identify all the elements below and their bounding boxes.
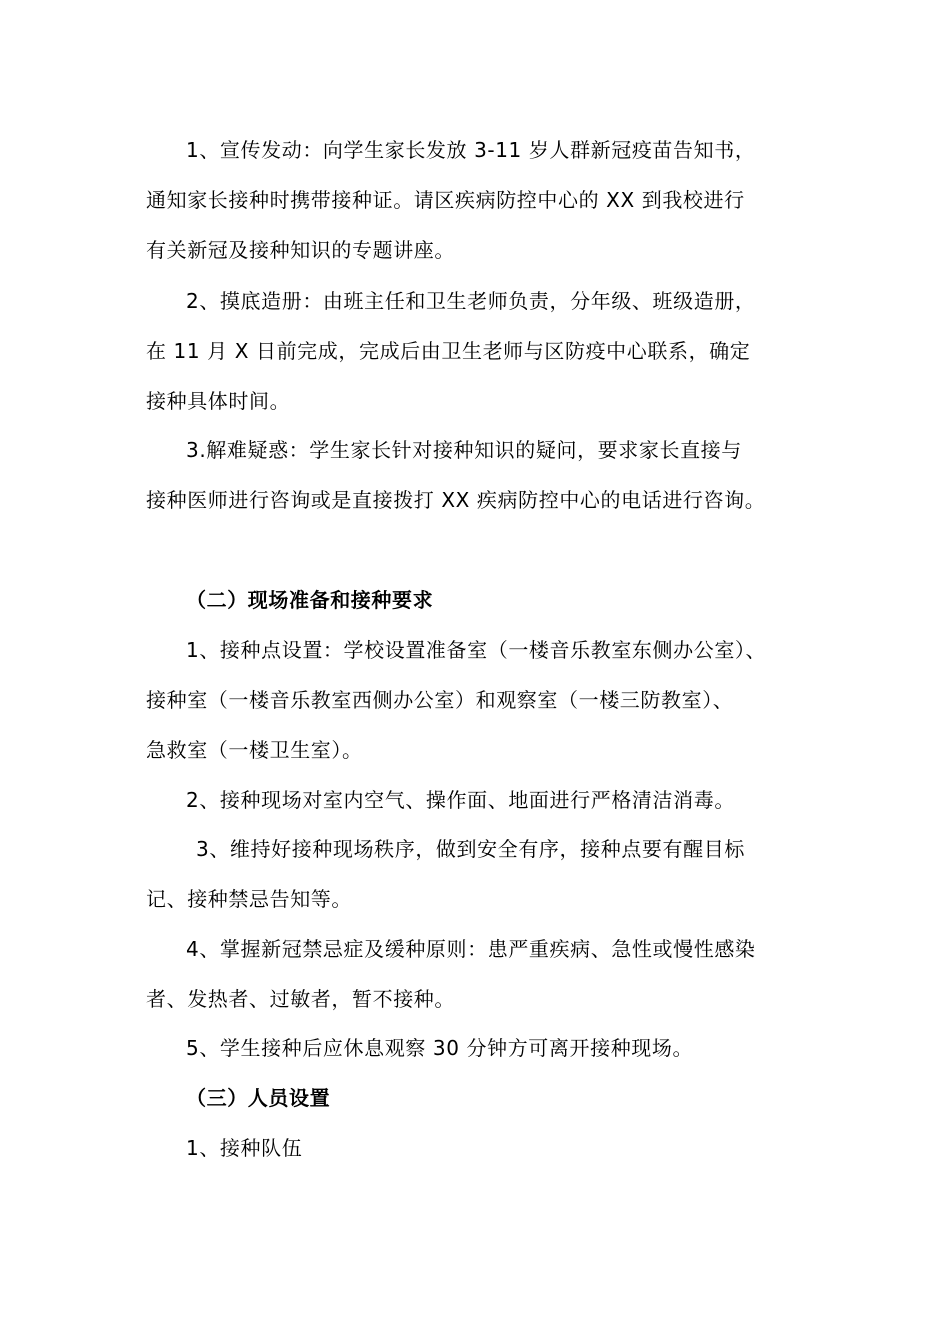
section-heading-staffing: （三）人员设置 (186, 1086, 331, 1110)
paragraph-observation-line-1: 5、学生接种后应休息观察 30 分钟方可离开接种现场。 (186, 1036, 694, 1060)
paragraph-publicity-line-1: 1、宣传发动：向学生家长发放 3-11 岁人群新冠疫苗告知书， (186, 138, 756, 162)
paragraph-questions-line-2: 接种医师进行咨询或是直接拨打 XX 疾病防控中心的电话进行咨询。 (146, 488, 766, 512)
paragraph-order-line-1: 3、维持好接种现场秩序，做到安全有序，接种点要有醒目标 (196, 837, 745, 861)
paragraph-site-setup-line-3: 急救室（一楼卫生室）。 (146, 738, 363, 762)
paragraph-questions-line-1: 3.解难疑惑：学生家长针对接种知识的疑问，要求家长直接与 (186, 438, 742, 462)
paragraph-order-line-2: 记、接种禁忌告知等。 (146, 887, 352, 911)
paragraph-contraindications-line-2: 者、发热者、过敏者，暂不接种。 (146, 987, 455, 1011)
paragraph-publicity-line-3: 有关新冠及接种知识的专题讲座。 (146, 238, 455, 262)
paragraph-disinfection-line-1: 2、接种现场对室内空气、操作面、地面进行严格清洁消毒。 (186, 788, 735, 812)
paragraph-publicity-line-2: 通知家长接种时携带接种证。请区疾病防控中心的 XX 到我校进行 (146, 188, 745, 212)
paragraph-site-setup-line-2: 接种室（一楼音乐教室西侧办公室）和观察室（一楼三防教室）、 (146, 688, 734, 712)
paragraph-contraindications-line-1: 4、掌握新冠禁忌症及缓种原则：患严重疾病、急性或慢性感染 (186, 937, 756, 961)
paragraph-registration-line-3: 接种具体时间。 (146, 389, 291, 413)
section-heading-site-preparation: （二）现场准备和接种要求 (186, 588, 434, 612)
paragraph-site-setup-line-1: 1、接种点设置：学校设置准备室（一楼音乐教室东侧办公室）、 (186, 638, 767, 662)
paragraph-vaccination-team-line-1: 1、接种队伍 (186, 1136, 303, 1160)
paragraph-registration-line-2: 在 11 月 X 日前完成，完成后由卫生老师与区防疫中心联系，确定 (146, 339, 751, 363)
paragraph-registration-line-1: 2、摸底造册：由班主任和卫生老师负责，分年级、班级造册， (186, 289, 756, 313)
